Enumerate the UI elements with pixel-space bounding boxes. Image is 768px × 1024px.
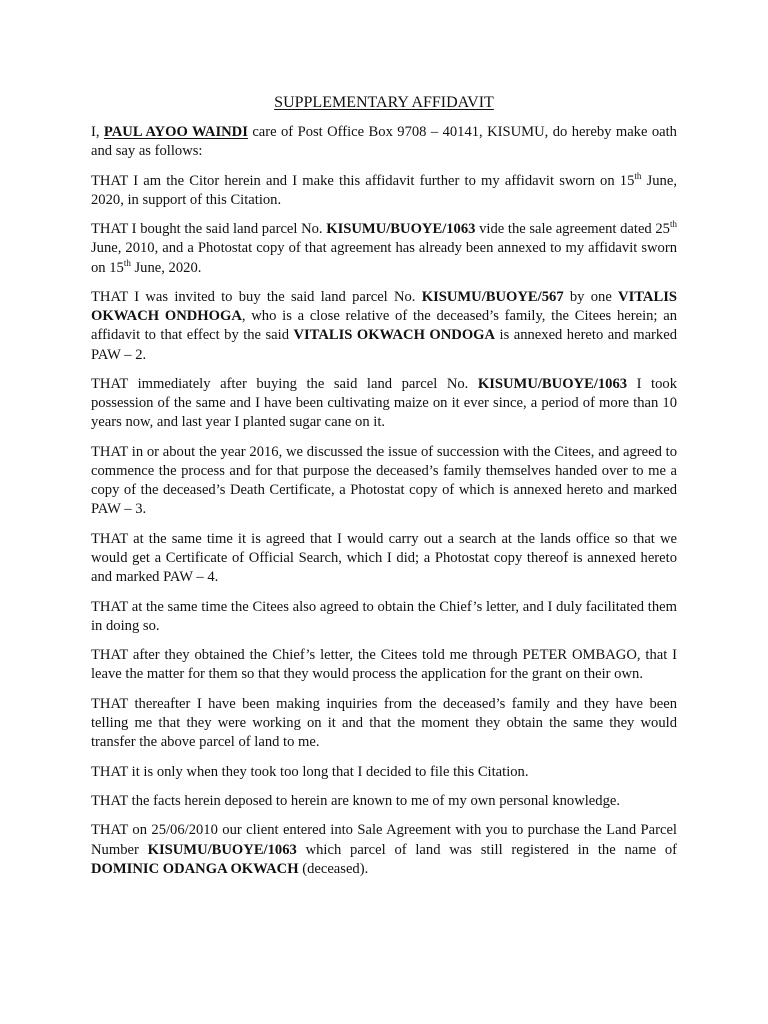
paragraph-1-text-b: June, 2020, in support of this Citation. — [91, 172, 677, 208]
paragraph-1 — [91, 172, 677, 210]
paragraph-4 — [91, 375, 677, 433]
paragraph-2-text-b: vide the sale agreement dated 25 — [475, 221, 670, 238]
paragraph-8: THAT after they obtained the Chief’s letter, the Citees told me through PETER OMBAGO, that I leave the matter for them so that they would process the application for the grant on their own. — [91, 647, 677, 683]
intro-paragraph — [91, 123, 677, 161]
paragraph-12-text-a: THAT on 25/06/2010 our client entered into Sale Agreement with you to purchase the Land Parcel Number — [91, 822, 677, 858]
seller-name: VITALIS OKWACH ONDOGA — [293, 327, 496, 344]
paragraph-12-text-c: (deceased). — [298, 860, 369, 877]
ordinal-suffix: th — [634, 170, 642, 181]
paragraph-7: THAT at the same time the Citees also agreed to obtain the Chief’s letter, and I duly facilitated them in doing so. — [91, 598, 677, 634]
paragraph-3 — [91, 288, 677, 365]
paragraph-12 — [91, 821, 677, 879]
seller-name: VITALIS OKWACH ONDHOGA — [91, 288, 677, 325]
paragraph-11: THAT the facts herein deposed to herein are known to me of my own personal knowledge. — [91, 792, 621, 809]
paragraph-3-text-c: , who is a close relative of the deceased’s family, the Citees herein; an affidavit to that effect by the said — [91, 308, 677, 344]
document-title: SUPPLEMENTARY AFFIDAVIT — [274, 94, 494, 111]
deponent-name: PAUL AYOO WAINDI — [103, 124, 248, 140]
ordinal-suffix: th — [123, 257, 131, 268]
land-parcel-number: KISUMU/BUOYE/1063 — [477, 375, 628, 392]
land-parcel-number: KISUMU/BUOYE/1063 — [147, 841, 297, 858]
paragraph-2-text-a: THAT I bought the said land parcel No. — [91, 221, 327, 238]
paragraph-10: THAT it is only when they took too long that I decided to file this Citation. — [91, 763, 529, 780]
paragraph-3-text-d: is annexed hereto and marked PAW – 2. — [91, 327, 677, 363]
land-parcel-number: KISUMU/BUOYE/567 — [421, 288, 564, 305]
paragraph-2-text-d: June, 2020. — [130, 259, 202, 276]
intro-text-end: care of Post Office Box 9708 – 40141, KISUMU, do hereby make oath and say as follows: — [91, 124, 677, 160]
paragraph-3-text-b: by one — [563, 288, 619, 305]
land-parcel-number: KISUMU/BUOYE/1063 — [326, 221, 476, 238]
paragraph-4-text-a: THAT immediately after buying the said land parcel No. — [91, 375, 478, 392]
paragraph-2-text-c: June, 2010, and a Photostat copy of that agreement has already been annexed to my affidavit sworn on 15 — [91, 240, 677, 276]
paragraph-9: THAT thereafter I have been making inquiries from the deceased’s family and they have been telling me that they were working on it and that the moment they obtain the same they would transfer the above parcel of land to me. — [91, 695, 677, 751]
paragraph-12-text-b: which parcel of land was still registered in the name of — [296, 841, 677, 858]
paragraph-1-text-a: THAT I am the Citor herein and I make this affidavit further to my affidavit sworn on 15 — [91, 172, 635, 189]
deceased-name: DOMINIC ODANGA OKWACH — [91, 860, 299, 877]
paragraph-4-text-b: I took possession of the same and I have been cultivating maize on it ever since, a period of more than 10 years now, and last year I planted sugar cane on it. — [91, 375, 678, 431]
paragraph-5: THAT in or about the year 2016, we discussed the issue of succession with the Citees, and agreed to commence the process and for that purpose the deceased’s family themselves handed over to me a copy of the deceased’s Death Certificate, a Photostat copy of which is annexed hereto and marked PAW – 3. — [91, 443, 677, 518]
paragraph-6: THAT at the same time it is agreed that I would carry out a search at the lands office so that we would get a Certificate of Official Search, which I did; a Photostat copy thereof is annexed hereto and marked PAW – 4. — [91, 530, 677, 586]
paragraph-2 — [91, 220, 677, 278]
ordinal-suffix: th — [669, 219, 677, 230]
intro-text-start: I, — [91, 124, 104, 140]
paragraph-3-text-a: THAT I was invited to buy the said land parcel No. — [91, 288, 422, 305]
